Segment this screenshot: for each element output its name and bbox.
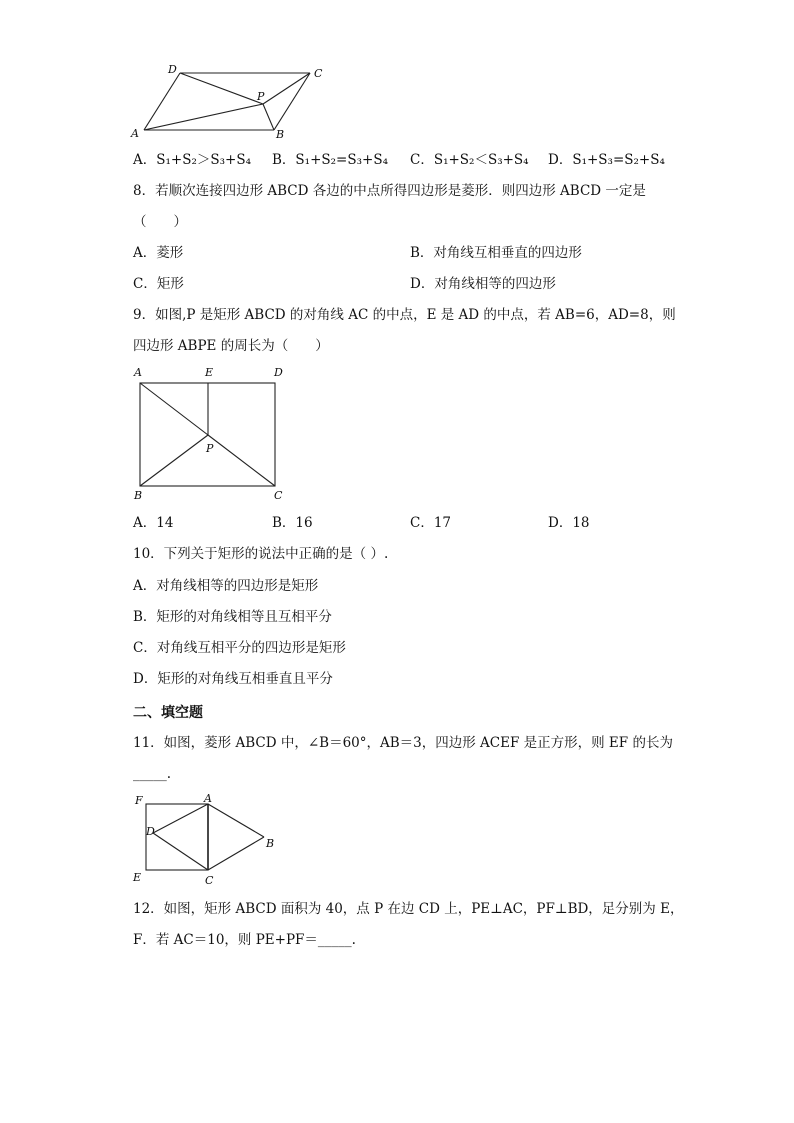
q9-option-a: A．14 xyxy=(133,515,174,531)
q8-option-b: B．对角线互相垂直的四边形 xyxy=(410,245,582,261)
q9-stem-line1: 9．如图,P 是矩形 ABCD 的对角线 AC 的中点，E 是 AD 的中点，若 AB=6，AD=8，则 xyxy=(133,307,676,323)
section-heading-fill-blank: 二、填空题 xyxy=(133,705,203,721)
fig1-label-b: B xyxy=(276,128,285,141)
fig2-label-a: A xyxy=(134,366,142,379)
q12-stem-line2: F．若 AC＝10，则 PE+PF＝_____. xyxy=(133,932,356,948)
fig3-label-b: B xyxy=(266,837,275,850)
q10-option-b: B．矩形的对角线相等且互相平分 xyxy=(133,609,332,625)
fig3-label-c: C xyxy=(205,874,214,887)
fig2-label-b: B xyxy=(134,489,143,502)
fig3-label-f: F xyxy=(135,794,143,807)
fig1-label-c: C xyxy=(314,67,323,80)
q10-option-a: A．对角线相等的四边形是矩形 xyxy=(133,578,319,594)
fig3-label-e: E xyxy=(133,871,142,884)
q8-option-c: C．矩形 xyxy=(133,276,184,292)
q8-stem-line2: （ ） xyxy=(133,214,187,230)
q10-option-d: D．矩形的对角线互相垂直且平分 xyxy=(133,671,333,687)
q7-option-b: B．S₁+S₂=S₃+S₄ xyxy=(272,152,388,168)
q8-option-d: D．对角线相等的四边形 xyxy=(410,276,556,292)
q8-stem-line1: 8．若顺次连接四边形 ABCD 各边的中点所得四边形是菱形．则四边形 ABCD 一定是 xyxy=(133,183,646,199)
q11-stem-line2: _____. xyxy=(133,766,172,782)
fig1-label-d: D xyxy=(168,63,177,76)
fig2-label-c: C xyxy=(274,489,283,502)
q9-option-c: C．17 xyxy=(410,515,452,531)
fig1-label-p: P xyxy=(257,90,265,103)
fig2-label-p: P xyxy=(206,442,214,455)
q11-stem-line1: 11．如图，菱形 ABCD 中，∠B＝60°，AB＝3，四边形 ACEF 是正方形，则 EF 的长为 xyxy=(133,735,673,751)
q7-option-d: D．S₁+S₃=S₂+S₄ xyxy=(548,152,665,168)
fig2-label-e: E xyxy=(205,366,214,379)
fig2-label-d: D xyxy=(274,366,283,379)
q9-option-d: D．18 xyxy=(548,515,590,531)
q8-option-a: A．菱形 xyxy=(133,245,184,261)
fig3-label-d: D xyxy=(146,825,155,838)
q10-stem: 10．下列关于矩形的说法中正确的是（ ）. xyxy=(133,546,389,562)
q9-option-b: B．16 xyxy=(272,515,313,531)
q7-option-c: C．S₁+S₂＜S₃+S₄ xyxy=(410,152,529,168)
q7-option-a: A．S₁+S₂＞S₃+S₄ xyxy=(133,152,252,168)
fig1-label-a: A xyxy=(131,127,139,140)
fig3-label-a: A xyxy=(204,792,212,805)
q10-option-c: C．对角线互相平分的四边形是矩形 xyxy=(133,640,346,656)
q12-stem-line1: 12．如图，矩形 ABCD 面积为 40，点 P 在边 CD 上，PE⊥AC，PF⊥BD，足分别为 E， xyxy=(133,901,684,917)
q9-stem-line2: 四边形 ABPE 的周长为（ ） xyxy=(133,338,329,354)
